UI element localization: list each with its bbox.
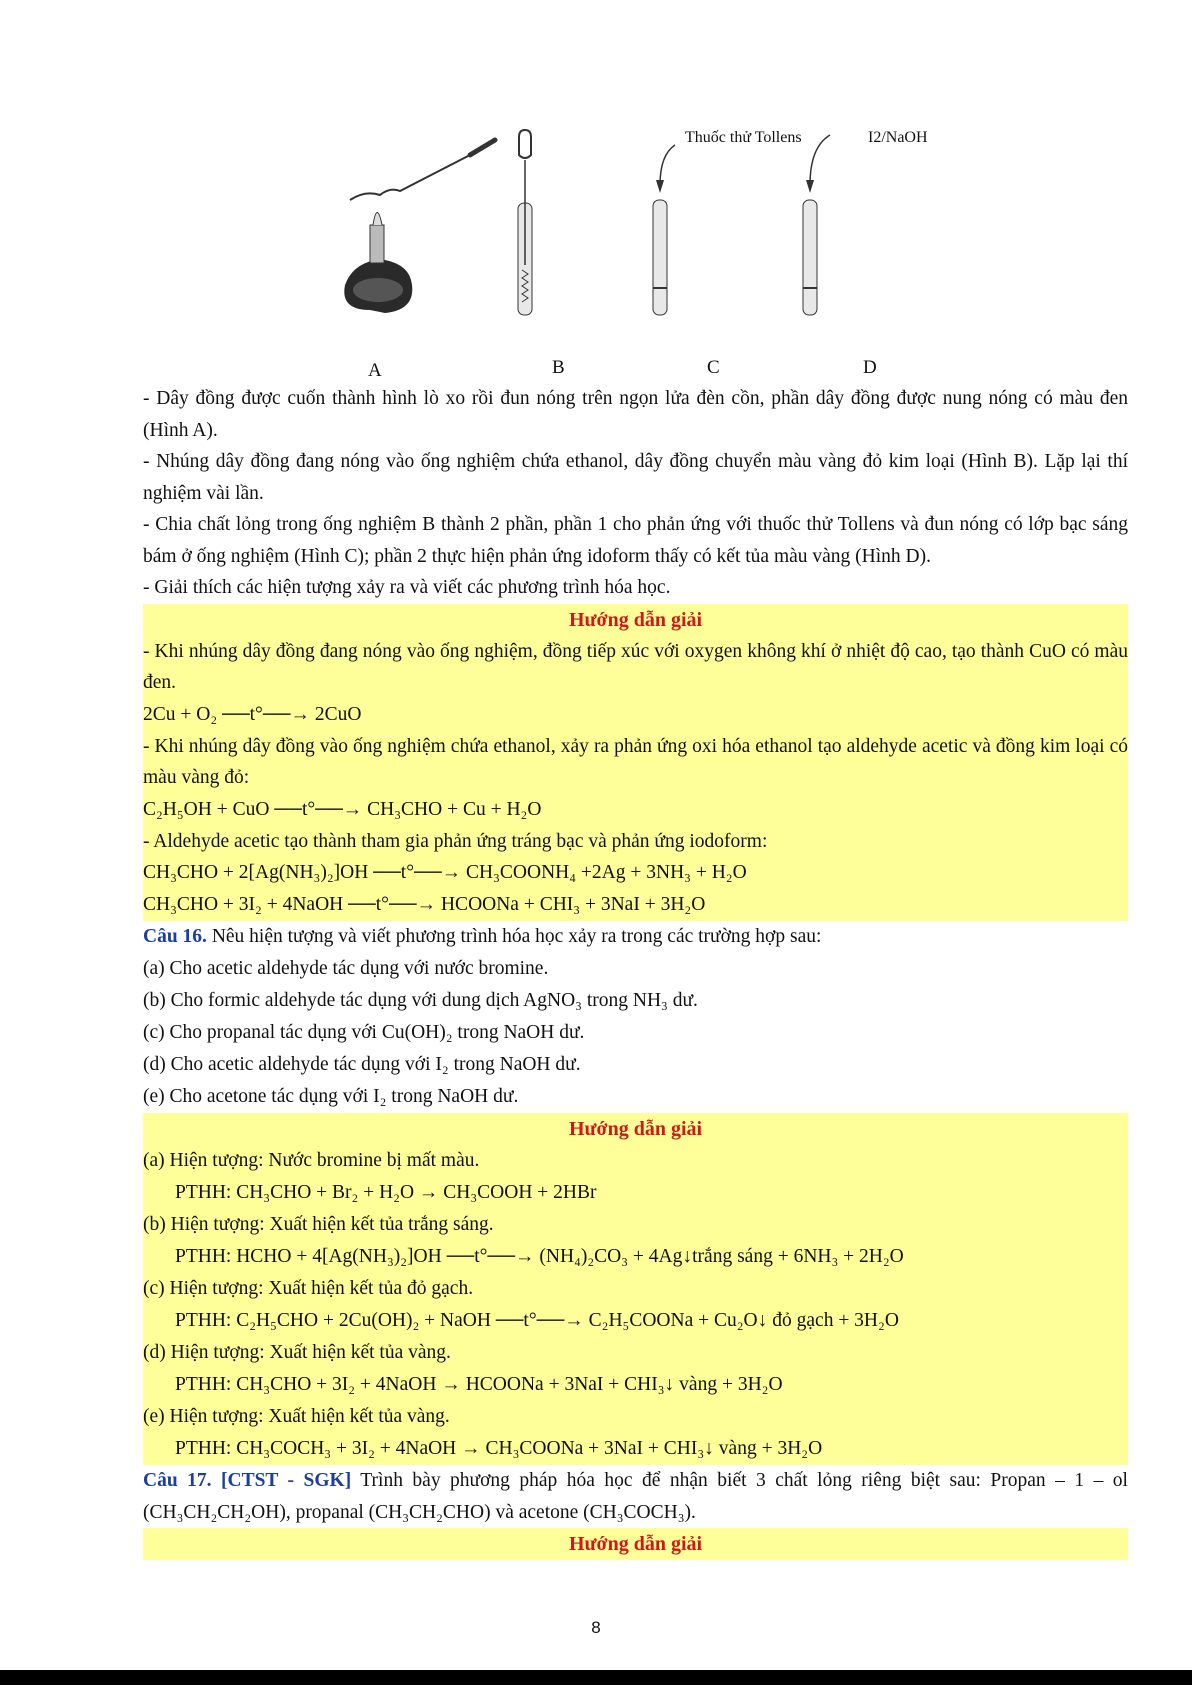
chemical-equation: PTHH: HCHO + 4[Ag(NH₃)₂]OH ──t°──→ (NH₄)₂CO₃ + 4Ag↓trắng sáng + 6NH₃ + 2H₂O	[175, 1246, 904, 1267]
bottom-border	[0, 1670, 1192, 1685]
chemical-equation: 2Cu + O₂ ──t°──→ 2CuO	[143, 703, 362, 725]
figure-label-d: D	[863, 357, 877, 378]
question-item: (b) Cho formic aldehyde tác dụng với dung dịch AgNO₃ trong NH₃ dư.	[143, 990, 698, 1011]
question-item: (d) Cho acetic aldehyde tác dụng với I₂ trong NaOH dư.	[143, 1054, 581, 1075]
intro-paragraph: - Dây đồng được cuốn thành hình lò xo rồi đun nóng trên ngọn lửa đèn cồn, phần dây đồng được nung nóng có màu đen (Hình A).	[143, 388, 1128, 441]
page-number: 8	[591, 1618, 601, 1637]
solution-block-2	[143, 1113, 1128, 1465]
intro-paragraph: - Nhúng dây đồng đang nóng vào ống nghiệm chứa ethanol, dây đồng chuyển màu vàng đỏ kim loại (Hình B). Lặp lại thí nghiệm vài lần.	[143, 451, 1128, 504]
solution-paragraph: - Aldehyde acetic tạo thành tham gia phản ứng tráng bạc và phản ứng iodoform:	[143, 830, 768, 852]
question-number: Câu 17. [CTST - SGK]	[143, 1470, 352, 1491]
iodine-naoh-label: I2/NaOH	[868, 129, 928, 146]
solution-block-1	[143, 604, 1128, 922]
chemical-equation: PTHH: CH₃CHO + 3I₂ + 4NaOH → HCOONa + 3NaI + CHI₃↓ vàng + 3H₂O	[175, 1374, 783, 1395]
experiment-figure	[330, 125, 930, 385]
question-item: (c) Cho propanal tác dụng với Cu(OH)₂ trong NaOH dư.	[143, 1022, 585, 1043]
question-text: Trình bày phương pháp hóa học để nhận biết 3 chất lỏng riêng biệt sau: Propan – 1 – ol (CH₃CH₂CH₂OH), propanal (CH₃CH₂CHO) và acetone (CH₃COCH₃).	[143, 1470, 1128, 1523]
question-17	[143, 1465, 1128, 1528]
chemical-equation: CH₃CHO + 3I₂ + 4NaOH ──t°──→ HCOONa + CHI₃ + 3NaI + 3H₂O	[143, 894, 706, 915]
question-text: Nêu hiện tượng và viết phương trình hóa học xảy ra trong các trường hợp sau:	[206, 926, 822, 947]
question-item: (e) Cho acetone tác dụng với I₂ trong NaOH dư.	[143, 1086, 519, 1107]
figure-label-a: A	[368, 360, 382, 381]
phenomenon-line: (d) Hiện tượng: Xuất hiện kết tủa vàng.	[143, 1342, 451, 1363]
chemical-equation: PTHH: C₂H₅CHO + 2Cu(OH)₂ + NaOH ──t°──→ C₂H₅COONa + Cu₂O↓ đỏ gạch + 3H₂O	[175, 1310, 899, 1331]
chemical-equation: PTHH: CH₃CHO + Br₂ + H₂O → CH₃COOH + 2HBr	[175, 1182, 597, 1203]
phenomenon-line: (c) Hiện tượng: Xuất hiện kết tủa đỏ gạch.	[143, 1278, 474, 1299]
solution-header: Hướng dẫn giải	[568, 1118, 703, 1140]
chemical-equation: CH₃CHO + 2[Ag(NH₃)₂]OH ──t°──→ CH₃COONH₄ +2Ag + 3NH₃ + H₂O	[143, 862, 747, 883]
phenomenon-line: (b) Hiện tượng: Xuất hiện kết tủa trắng sáng.	[143, 1214, 494, 1235]
tollens-reagent-label: Thuốc thử Tollens	[685, 129, 802, 146]
solution-header: Hướng dẫn giải	[568, 1533, 703, 1555]
question-item: (a) Cho acetic aldehyde tác dụng với nước bromine.	[143, 958, 549, 979]
chemical-equation: PTHH: CH₃COCH₃ + 3I₂ + 4NaOH → CH₃COONa + 3NaI + CHI₃↓ vàng + 3H₂O	[175, 1438, 823, 1459]
question-number: Câu 16.	[143, 926, 207, 947]
intro-paragraph: - Giải thích các hiện tượng xảy ra và viết các phương trình hóa học.	[143, 577, 671, 598]
experiment-illustration	[330, 125, 930, 385]
chemical-equation: C₂H₅OH + CuO ──t°──→ CH₃CHO + Cu + H₂O	[143, 798, 542, 820]
solution-block-3	[143, 1528, 1128, 1560]
phenomenon-line: (e) Hiện tượng: Xuất hiện kết tủa vàng.	[143, 1406, 450, 1427]
test-tube-c-drawing	[653, 145, 675, 315]
solution-paragraph: - Khi nhúng dây đồng vào ống nghiệm chứa ethanol, xảy ra phản ứng oxi hóa ethanol tạo aldehyde acetic và đồng kim loại có màu vàng đỏ:	[143, 735, 1128, 788]
intro-paragraph: - Chia chất lỏng trong ống nghiệm B thành 2 phần, phần 1 cho phản ứng với thuốc thử Tollens và đun nóng có lớp bạc sáng bám ở ống nghiệm (Hình C); phần 2 thực hiện phản ứng idoform thấy có kết tủa màu vàng (Hình D).	[143, 514, 1128, 567]
figure-label-c: C	[707, 357, 720, 378]
phenomenon-line: (a) Hiện tượng: Nước bromine bị mất màu.	[143, 1150, 480, 1171]
spirit-lamp-drawing	[344, 140, 495, 313]
test-tube-d-drawing	[803, 135, 830, 315]
solution-paragraph: - Khi nhúng dây đồng đang nóng vào ống nghiệm, đồng tiếp xúc với oxygen không khí ở nhiệt độ cao, tạo thành CuO có màu đen.	[143, 640, 1128, 693]
figure-label-b: B	[552, 357, 565, 378]
document-body	[143, 383, 1128, 1560]
test-tube-b-drawing	[518, 130, 532, 315]
question-16	[143, 921, 1128, 953]
solution-header: Hướng dẫn giải	[568, 608, 703, 631]
